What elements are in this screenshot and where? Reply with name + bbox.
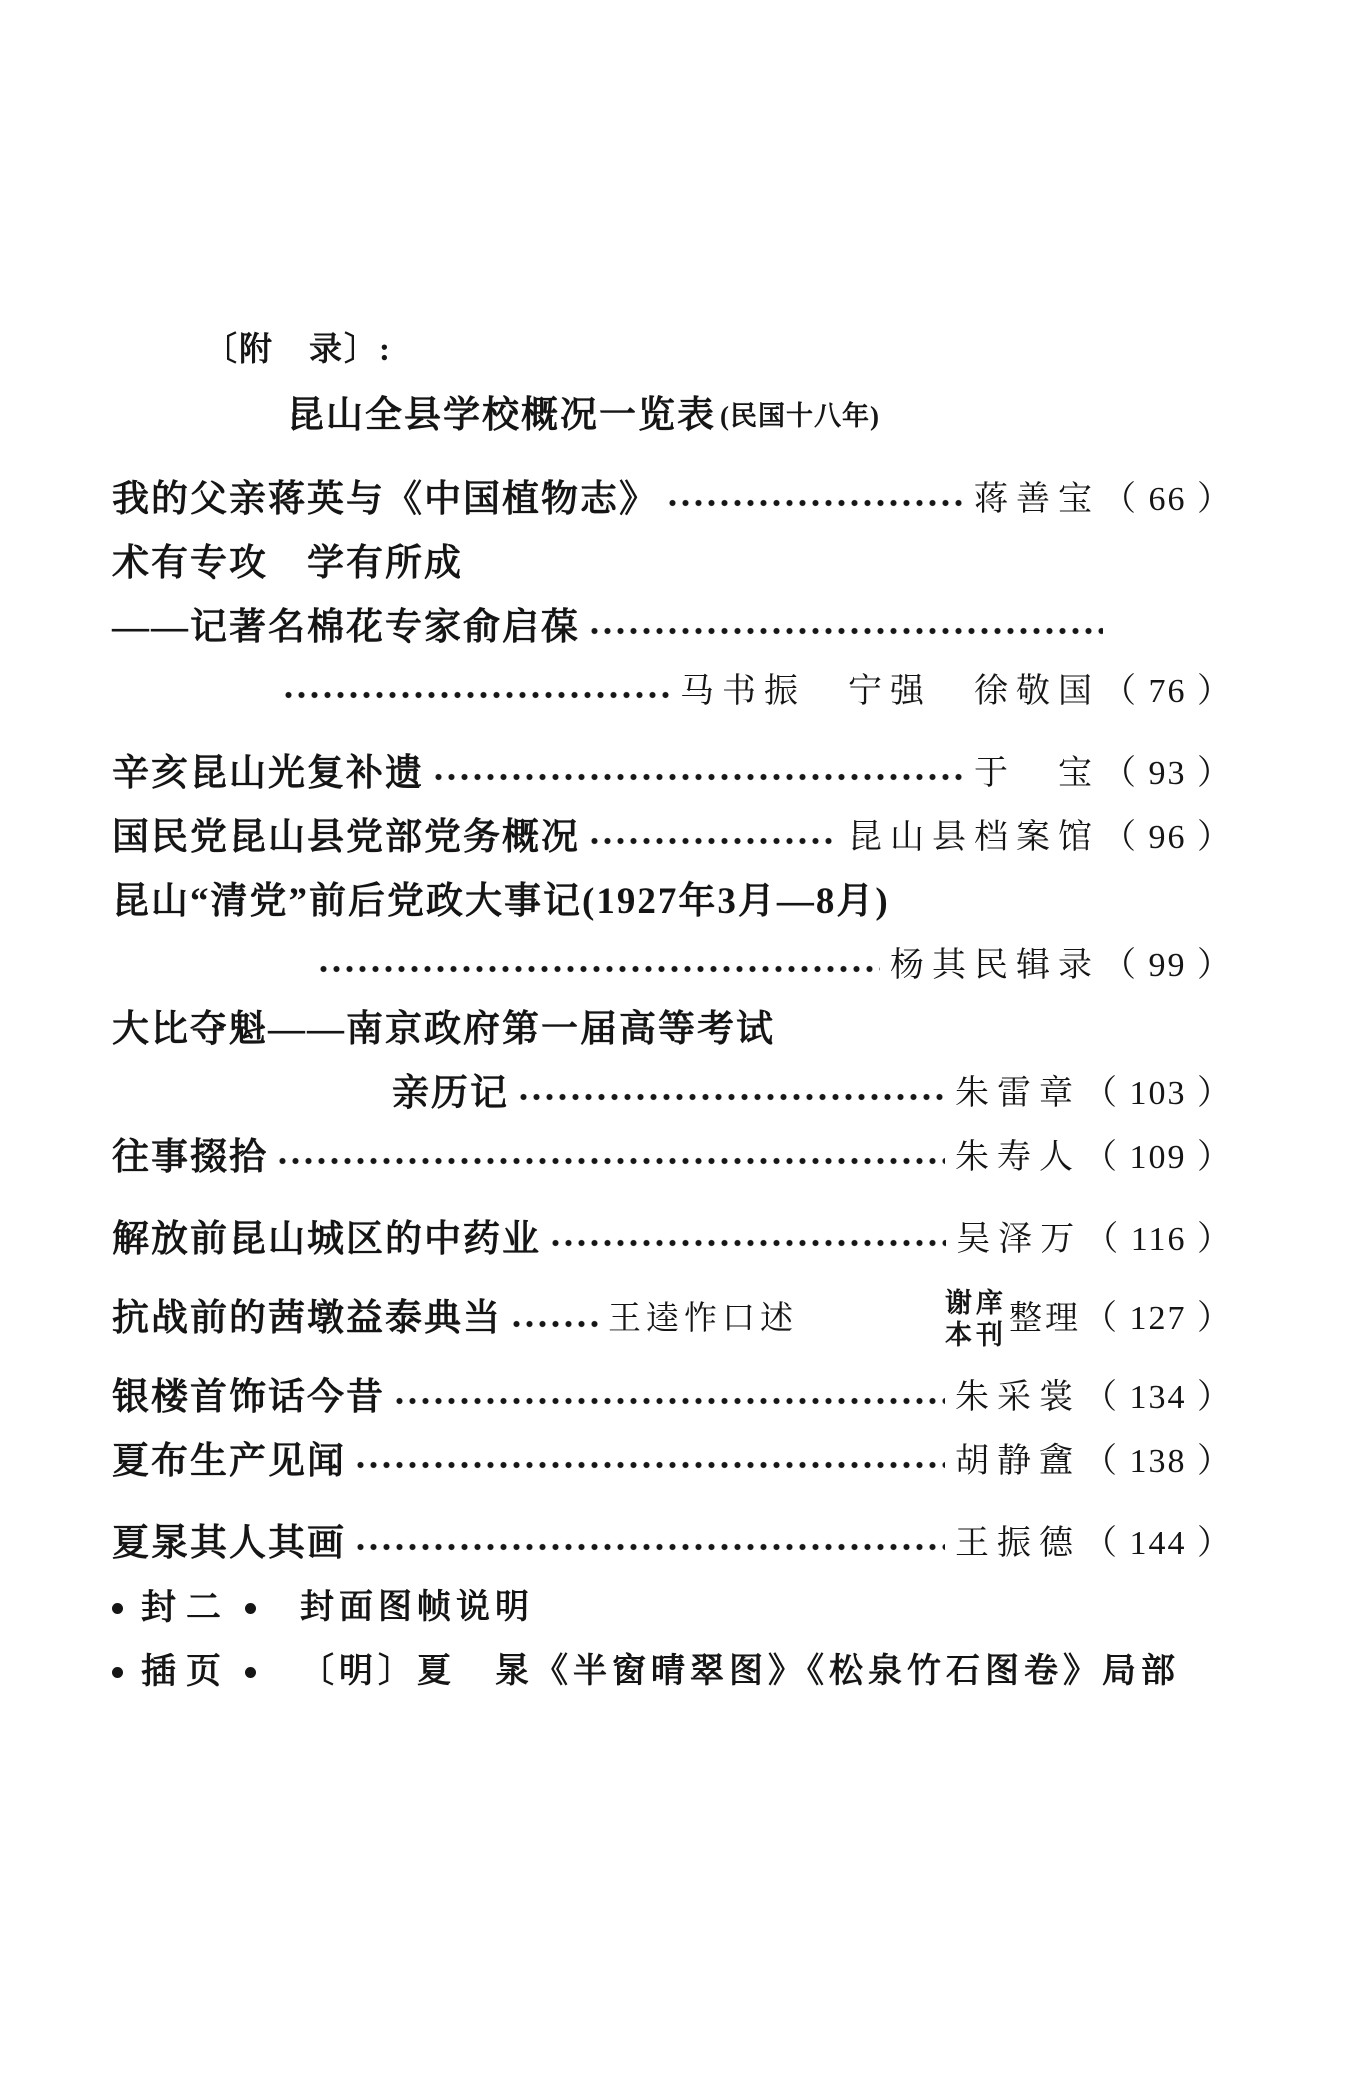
toc-entry-page: （ 99 ）: [1102, 947, 1233, 984]
toc-row: [112, 1440, 1233, 1484]
toc-entry-author: 昆山县档案馆: [848, 819, 1100, 856]
appendix-heading: 〔附 录〕:: [204, 332, 392, 368]
toc-entry-author: 蒋善宝: [974, 481, 1100, 518]
toc-row: [112, 1650, 1233, 1694]
toc-group: [112, 1218, 1233, 1484]
toc-entry-title: 夏㫤其人其画: [112, 1523, 346, 1564]
dot-leader: [588, 606, 1103, 650]
toc-entry-title: 辛亥昆山光复补遗: [112, 753, 424, 794]
bullet-label: 插页: [141, 1652, 232, 1691]
dot-leader: [276, 1136, 945, 1180]
dot-leader: [317, 944, 880, 988]
toc-row: [112, 1136, 1233, 1180]
toc-row: [112, 478, 1233, 522]
bullet-label: 封二: [141, 1588, 232, 1627]
toc-entry-page: （ 109 ）: [1083, 1139, 1233, 1176]
toc-group: [112, 478, 1233, 714]
toc-row: [112, 944, 1233, 988]
bullet-icon: [112, 1667, 123, 1678]
toc-rows: [112, 478, 1233, 1694]
toc-entry-page: （ 144 ）: [1083, 1525, 1233, 1562]
appendix-heading-row: [112, 328, 1233, 372]
toc-entry-author: 于 宝: [974, 755, 1100, 792]
dot-leader: [666, 478, 964, 522]
toc-entry-title: ——记著名棉花专家俞启葆: [112, 607, 580, 648]
credit-suffix: 整理: [1009, 1301, 1081, 1337]
toc-entry-author: 朱雷章: [955, 1075, 1081, 1112]
toc-entry-title: 术有专攻 学有所成: [112, 543, 463, 584]
toc-entry-page: （ 116 ）: [1084, 1221, 1233, 1258]
bullet-icon: [112, 1603, 123, 1614]
toc-content: [112, 328, 1233, 1732]
toc-entry-page: （ 134 ）: [1083, 1379, 1233, 1416]
toc-entry-author: 朱寿人: [955, 1139, 1081, 1176]
toc-entry-page: （ 93 ）: [1102, 755, 1233, 792]
toc-entry-title: 解放前昆山城区的中药业: [112, 1219, 541, 1260]
dot-leader: [282, 670, 670, 714]
toc-entry-author: 杨其民辑录: [890, 947, 1100, 984]
toc-entry-title: 我的父亲蒋英与《中国植物志》: [112, 479, 658, 520]
bullet-text: 封面图帧说明: [300, 1589, 535, 1626]
toc-entry-page: （ 138 ）: [1083, 1443, 1233, 1480]
toc-entry-page: （ 76 ）: [1102, 673, 1233, 710]
toc-entry-author: 吴泽万: [956, 1221, 1083, 1258]
dot-leader: [549, 1218, 946, 1262]
toc-entry-author: 胡静盦: [955, 1443, 1081, 1480]
toc-entry-page: （ 66 ）: [1102, 481, 1233, 518]
toc-row: [112, 880, 1233, 924]
toc-entry-title: 抗战前的茜墩益泰典当: [112, 1298, 502, 1339]
toc-row: [112, 1282, 1233, 1356]
dot-leader: [510, 1282, 598, 1356]
toc-group: [112, 752, 1233, 1180]
toc-row: [112, 752, 1233, 796]
toc-entry-page: （ 103 ）: [1083, 1075, 1233, 1112]
dot-leader: [354, 1522, 945, 1566]
toc-row: [112, 1218, 1233, 1262]
dot-leader: [432, 752, 964, 796]
toc-entry-title: 夏布生产见闻: [112, 1441, 346, 1482]
credit-stack-top: 谢庠: [945, 1288, 1007, 1318]
toc-entry-page: （ 96 ）: [1102, 819, 1233, 856]
toc-entry-author: 马书振 宁强 徐敬国: [680, 673, 1100, 710]
toc-row: [112, 1522, 1233, 1566]
toc-entry-author: 朱采裳: [955, 1379, 1081, 1416]
toc-entry-title: 往事掇拾: [112, 1137, 268, 1178]
oral-narrator: 王逵怍口述: [608, 1301, 798, 1337]
bullet-text: 〔明〕夏 㫤《半窗晴翠图》《松泉竹石图卷》局部: [300, 1653, 1181, 1690]
appendix-section: [112, 328, 1233, 440]
appendix-item-row: [112, 392, 1233, 440]
dot-leader: [393, 1376, 945, 1420]
toc-row: [112, 1376, 1233, 1420]
bullet-icon: [245, 1603, 256, 1614]
dot-leader: [517, 1072, 945, 1116]
toc-entry-author: 王振德: [955, 1525, 1081, 1562]
bullet-icon: [245, 1667, 256, 1678]
toc-row: [112, 1586, 1233, 1630]
toc-row: [112, 1008, 1233, 1052]
toc-entry-title: 亲历记: [392, 1073, 509, 1114]
credit-stack-bottom: 本刊: [945, 1320, 1007, 1350]
toc-row: [112, 1072, 1233, 1116]
toc-entry-title: 大比夺魁——南京政府第一届高等考试: [112, 1009, 775, 1050]
toc-entry-title: 银楼首饰话今昔: [112, 1377, 385, 1418]
toc-row: [112, 670, 1233, 714]
toc-entry-page: （ 127 ）: [1083, 1300, 1233, 1337]
toc-row: [112, 542, 1233, 586]
credit-stack: [945, 1287, 1007, 1351]
toc-entry-title: 国民党昆山县党部党务概况: [112, 817, 580, 858]
toc-row: [112, 816, 1233, 860]
toc-group: [112, 1522, 1233, 1694]
toc-row: [112, 606, 1233, 650]
appendix-item-title: 昆山全县学校概况一览表: [287, 395, 716, 436]
appendix-item-note: (民国十八年): [720, 401, 880, 431]
dot-leader: [354, 1440, 945, 1484]
toc-entry-title: 昆山“清党”前后党政大事记(1927年3月—8月): [112, 881, 890, 922]
dot-leader: [588, 816, 838, 860]
